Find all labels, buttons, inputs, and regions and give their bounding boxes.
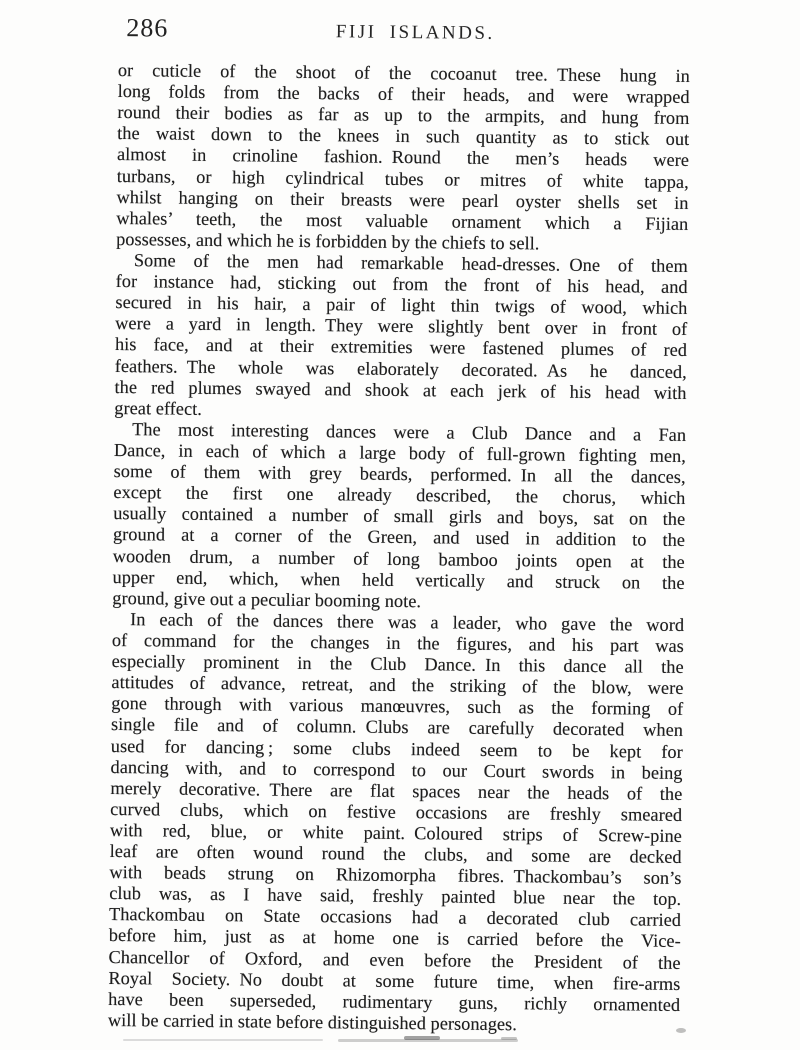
text-line: merely decorative. There are flat spaces near the heads of the	[110, 777, 683, 804]
text-line: some of them with grey beards, performed. In all the dances,	[113, 461, 686, 488]
text-line: attitudes of advance, retreat, and the striking of the blow, were	[111, 672, 684, 699]
text-line: curved clubs, which on festive occasions are freshly smeared	[110, 798, 683, 825]
text-line: whilst hanging on their breasts were pearl oyster shells set in	[116, 186, 689, 213]
text-line: usually contained a number of small girls and boys, sat on the	[113, 503, 686, 530]
text-line: ground at a corner of the Green, and used in addition to the	[112, 524, 686, 551]
running-head: FIJI ISLANDS.	[335, 21, 495, 44]
text-line: ground, give out a peculiar booming note.	[112, 587, 422, 611]
text-line: Royal Society. No doubt at some future time, when fire-arms	[108, 967, 681, 994]
text-line: with beads strung on Rhizomorpha fibres. Thackombau’s son’s	[109, 862, 682, 889]
text-line: club was, as I have said, freshly painted blue near the top.	[109, 883, 682, 910]
text-line: Thackombau on State occasions had a decorated club carried	[108, 904, 682, 931]
text-line: The most interesting dances were a Club Dance and a Fan	[132, 419, 687, 445]
paragraph	[108, 609, 684, 1037]
text-line: secured in his hair, a pair of light thin twigs of wood, which	[115, 292, 688, 319]
text-line: with red, blue, or white paint. Coloured strips of Screw-pine	[109, 819, 683, 846]
text-line: have been superseded, rudimentary guns, richly ornamented	[108, 988, 681, 1015]
text-line: will be carried in state before distinguished personages.	[107, 1009, 518, 1035]
text-line: or cuticle of the shoot of the cocoanut tree. These hung in	[117, 60, 690, 86]
text-line: wooden drum, a number of long bamboo joints open at the	[112, 545, 685, 572]
text-line: turbans, or high cylindrical tubes or mitres of white tappa,	[116, 165, 689, 192]
text-line: the red plumes swayed and shook at each jerk of his head with	[114, 376, 687, 403]
text-line: for instance had, sticking out from the front of his head, and	[115, 271, 688, 298]
text-line: possesses, and which he is forbidden by the chiefs to sell.	[116, 228, 540, 254]
text-line: Dance, in each of which a large body of full-grown fighting men,	[113, 439, 686, 466]
text-line: single file and of column. Clubs are carefully decorated when	[110, 714, 684, 741]
page-number: 286	[126, 13, 169, 43]
text-line: especially prominent in the Club Dance. In this dance all the	[111, 651, 684, 678]
paragraph	[116, 60, 690, 256]
text-line: Some of the men had remarkable head-dresses. One of them	[133, 250, 688, 276]
paragraph	[114, 250, 688, 425]
text-line: the waist down to the knees in such quantity as to stick out	[117, 123, 690, 150]
text-line: except the first one already described, the chorus, which	[113, 482, 686, 509]
text-line: great effect.	[114, 397, 203, 419]
text-line: round their bodies as far as up to the armpits, and hung from	[117, 102, 690, 129]
text-line: gone through with various manœuvres, such as the forming of	[111, 693, 684, 720]
text-line: were a yard in length. They were slightly bent over in front of	[115, 313, 688, 340]
text-line: his face, and at their extremities were fastened plumes of red	[114, 334, 688, 361]
text-block	[108, 60, 690, 1037]
text-line: In each of the dances there was a leader, who gave the word	[130, 609, 685, 635]
text-line: dancing with, and to correspond to our Court swords in being	[110, 756, 683, 783]
text-line: of command for the changes in the figures, and his part was	[111, 629, 685, 656]
text-line: Chancellor of Oxford, and even before the President of the	[108, 946, 681, 973]
text-line: almost in crinoline fashion. Round the men’s heads were	[116, 144, 690, 171]
text-line: whales’ teeth, the most valuable ornament which a Fijian	[116, 207, 689, 234]
paragraph	[112, 419, 686, 615]
text-line: long folds from the backs of their heads, and were wrapped	[117, 81, 690, 108]
text-line: upper end, which, when held vertically and struck on the	[112, 566, 685, 593]
text-line: used for dancing ; some clubs indeed seem to be kept for	[110, 735, 683, 762]
text-line: feathers. The whole was elaborately decorated. As he danced,	[114, 355, 687, 382]
text-line: leaf are often wound round the clubs, and some are decked	[109, 841, 682, 867]
text-line: before him, just as at home one is carried before the Vice-	[108, 925, 681, 952]
